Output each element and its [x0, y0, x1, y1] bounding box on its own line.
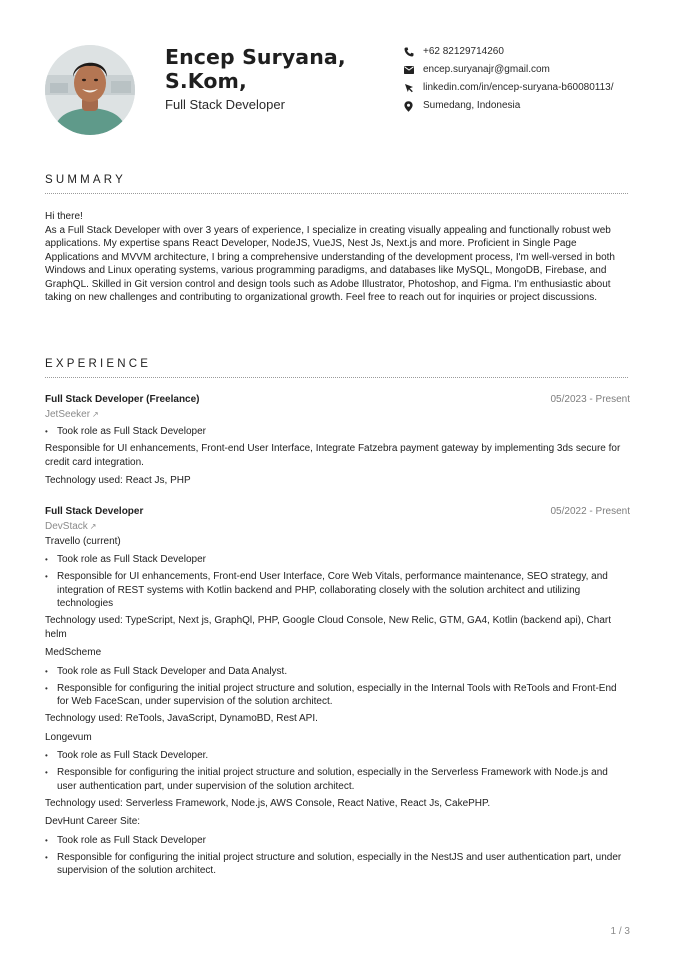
experience-divider — [45, 377, 628, 378]
bullet-item: • Took role as Full Stack Developer. — [45, 749, 630, 763]
job-bullets — [45, 425, 630, 439]
location-text: Sumedang, Indonesia — [423, 100, 521, 112]
bullet-item: • Responsible for configuring the initial project structure and solution, especially in the NestJS and user authentication part, under supervision of the solution architect. — [45, 851, 630, 878]
job-description: Responsible for UI enhancements, Front-end User Interface, Integrate Fatzebra payment gateway by implementing 3ds secure for credit card integration. — [45, 443, 621, 468]
job-date: 05/2023 - Present — [550, 394, 630, 405]
bullet-item: • Responsible for configuring the initial project structure and solution, especially in the Serverless Framework with Node.js and user authentication part, under supervision of the solution architect. — [45, 766, 630, 793]
job-date: 05/2022 - Present — [550, 506, 630, 517]
project-name: DevHunt Career Site: — [45, 816, 141, 827]
bullet-item: • Took role as Full Stack Developer and Data Analyst. — [45, 665, 630, 679]
job-role: Full Stack Developer — [45, 506, 144, 517]
job-role: Full Stack Developer (Freelance) — [45, 394, 200, 405]
external-link-icon: ↗ — [92, 409, 99, 419]
contact-list — [403, 43, 663, 115]
linkedin-text: linkedin.com/in/encep-suryana-b60080113/ — [423, 82, 614, 94]
company-link[interactable] — [45, 408, 630, 421]
phone-text: +62 82129714260 — [423, 46, 504, 58]
experience-heading: EXPERIENCE — [45, 358, 152, 370]
project-name: MedScheme — [45, 647, 102, 658]
project-bullets — [45, 749, 630, 793]
contact-email[interactable] — [403, 61, 663, 79]
project-tech: Technology used: TypeScript, Next js, GraphQl, PHP, Google Cloud Console, New Relic, GTM, GA4, Kotlin (backend api), Chart helm — [45, 615, 612, 640]
contact-linkedin[interactable] — [403, 79, 663, 97]
contact-phone[interactable] — [403, 43, 663, 61]
company-link[interactable] — [45, 520, 630, 533]
bullet-item: • Responsible for configuring the initial project structure and solution, especially in the Internal Tools with ReTools and Front-End for Web FaceScan, under supervision of the solution architect. — [45, 682, 630, 709]
bullet-item: • Responsible for UI enhancements, Front-end User Interface, Core Web Vitals, performance maintenance, SEO strategy, and integration of REST systems with Kotlin backend and PHP, collaborating closely with the solution architect and utilizing technologies — [45, 570, 630, 611]
summary-body: As a Full Stack Developer with over 3 years of experience, I specialize in creating visually appealing and functionally robust web applications. My expertise spans React Developer, NodeJS, VueJS, Nest Js, Next.js and more. Proficient in Single Page Applications and MVVM architecture, I bring a comprehensive understanding of the development process, I'm well-versed in both Windows and Linux operating systems, various programming paradigms, and databases like MySQL, MongoDB, Firebase, and GraphQL. Skilled in Git version control and design tools such as Adobe Illustrator, Photoshop, and Figma. I'm enthusiastic about taking on new challenges and contributing to organizational growth. Feel free to reach out for inquiries or project discussions. — [45, 224, 615, 303]
summary-greeting: Hi there! — [45, 211, 83, 222]
bullet-item: • Took role as Full Stack Developer — [45, 834, 630, 848]
avatar — [45, 45, 135, 135]
job-entry — [45, 505, 630, 881]
summary-divider — [45, 193, 628, 194]
link-cursor-icon — [403, 83, 414, 94]
project-name: Travello (current) — [45, 535, 121, 547]
project-bullets — [45, 665, 630, 709]
contact-location — [403, 97, 663, 115]
external-link-icon: ↗ — [89, 521, 97, 531]
project-tech: Technology used: Serverless Framework, Node.js, AWS Console, React Native, React Js, CakePHP. — [45, 797, 491, 809]
page-indicator: 1 / 3 — [610, 926, 630, 937]
company-name: JetSeeker — [45, 408, 91, 420]
project-tech: Technology used: ReTools, JavaScript, DynamoBD, Rest API. — [45, 713, 318, 724]
project-bullets — [45, 553, 630, 611]
candidate-name: Encep Suryana, S.Kom, — [165, 45, 346, 93]
bullet-item: • Took role as Full Stack Developer — [45, 425, 630, 439]
bullet-item: • Took role as Full Stack Developer — [45, 553, 630, 567]
project-bullets — [45, 834, 630, 878]
email-icon — [403, 65, 414, 76]
summary-heading: SUMMARY — [45, 174, 126, 186]
project-name: Longevum — [45, 731, 92, 743]
job-entry — [45, 393, 630, 488]
candidate-title: Full Stack Developer — [165, 97, 285, 112]
job-tech: Technology used: React Js, PHP — [45, 475, 191, 486]
email-text: encep.suryanajr@gmail.com — [423, 64, 550, 76]
profile-photo-icon — [45, 45, 135, 135]
location-pin-icon — [403, 101, 414, 112]
phone-icon — [403, 47, 414, 58]
company-name: DevStack — [45, 520, 88, 532]
summary-text — [45, 210, 630, 305]
